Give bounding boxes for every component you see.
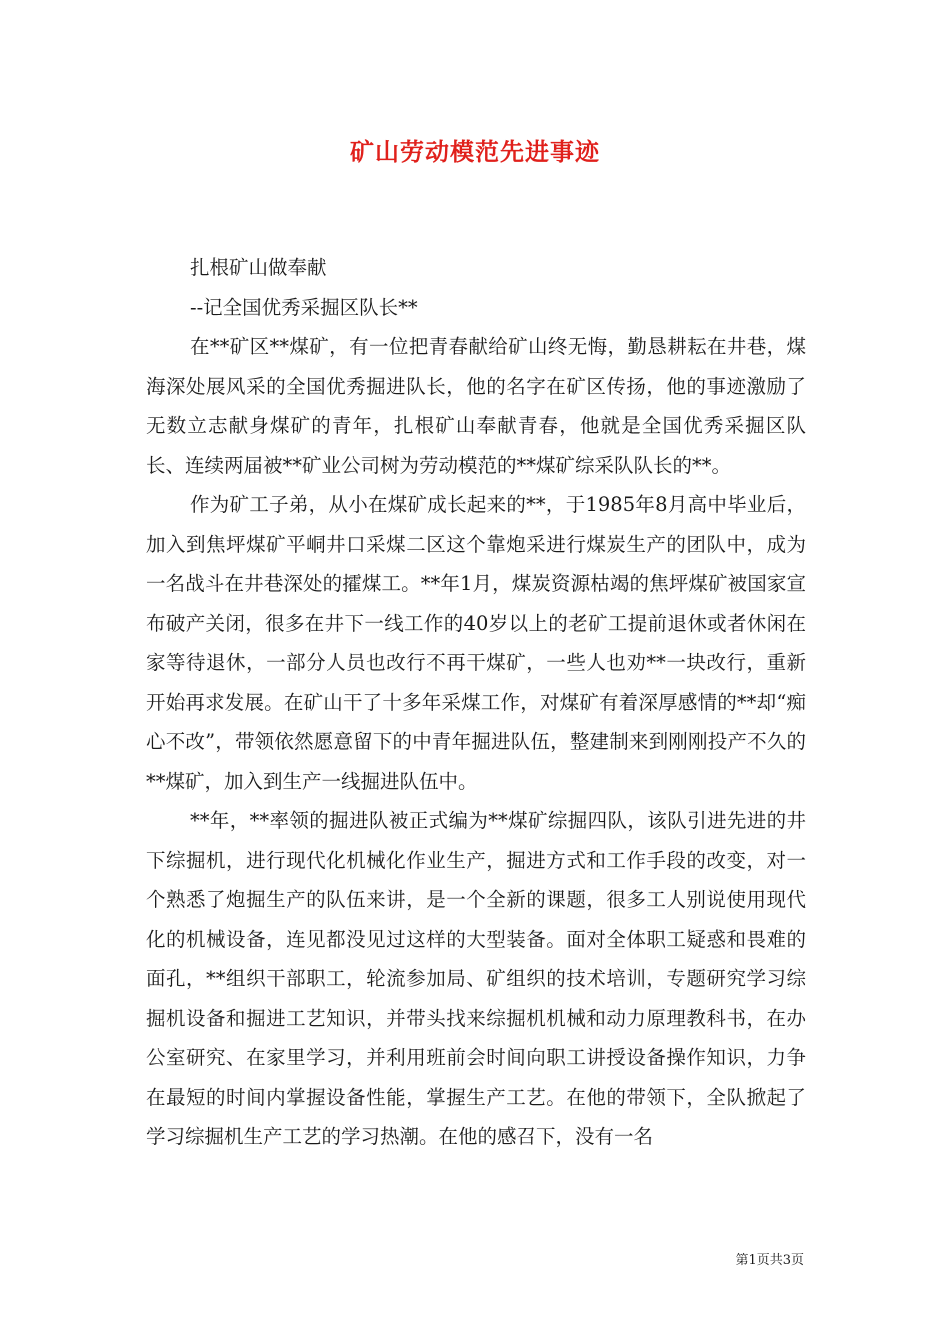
paragraph-2: 作为矿工子弟，从小在煤矿成长起来的**，于1985年8月高中毕业后，加入到焦坪煤矿平峒井口采煤二区这个靠炮采进行煤炭生产的团队中，成为一名战斗在井巷深处的攉煤工。**年1月，煤炭资源枯竭的焦坪煤矿被国家宣布破产关闭，很多在井下一线工作的40岁以上的老矿工提前退休或者休闲在家等待退休，一部分人员也改行不再干煤矿，一些人也劝**一块改行，重新开始再求发展。在矿山干了十多年采煤工作，对煤矿有着深厚感情的**却“痴心不改”，带领依然愿意留下的中青年掘进队伍，整建制来到刚刚投产不久的**煤矿，加入到生产一线掘进队伍中。 <box>146 493 806 793</box>
paragraph-3: **年，**率领的掘进队被正式编为**煤矿综掘四队，该队引进先进的井下综掘机，进行现代化机械化作业生产，掘进方式和工作手段的改变，对一个熟悉了炮掘生产的队伍来讲，是一个全新的课题，很多工人别说使用现代化的机械设备，连见都没见过这样的大型装备。面对全体职工疑惑和畏难的面孔，**组织干部职工，轮流参加局、矿组织的技术培训，专题研究学习综掘机设备和掘进工艺知识，并带头找来综掘机机械和动力原理教科书，在办公室研究、在家里学习，并利用班前会时间向职工讲授设备操作知识，力争在最短的时间内掌握设备性能，掌握生产工艺。在他的带领下，全队掀起了学习综掘机生产工艺的学习热潮。在他的感召下，没有一名 <box>146 809 806 1148</box>
document-body <box>146 248 806 1157</box>
article-subtitle: 扎根矿山做奉献 <box>190 256 327 279</box>
page-title: 矿山劳动模范先进事迹 <box>350 137 600 166</box>
page-number-footer: 第1页共3页 <box>735 1253 804 1268</box>
paragraph-1: 在**矿区**煤矿，有一位把青春献给矿山终无悔，勤恳耕耘在井巷，煤海深处展风采的全国优秀掘进队长，他的名字在矿区传扬，他的事迹激励了无数立志献身煤矿的青年，扎根矿山奉献青春，他就是全国优秀采掘区队长、连续两届被**矿业公司树为劳动模范的**煤矿综采队队长的**。 <box>146 335 806 477</box>
article-byline: --记全国优秀采掘区队长** <box>190 295 418 319</box>
